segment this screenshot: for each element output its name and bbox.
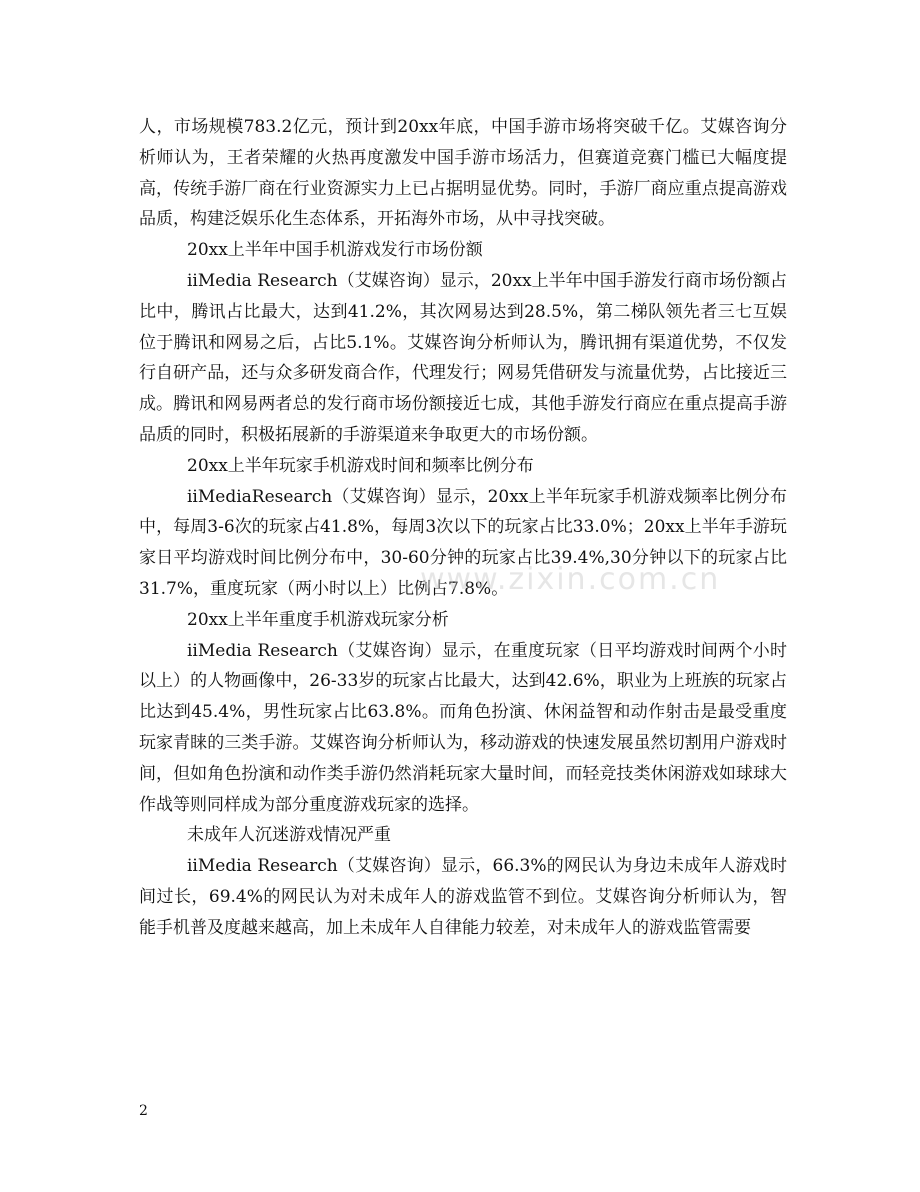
heading-play-time-frequency: 20xx上半年玩家手机游戏时间和频率比例分布 — [187, 455, 534, 476]
heading-publisher-share: 20xx上半年中国手机游戏发行市场份额 — [187, 240, 483, 261]
heading-minors-addiction: 未成年人沉迷游戏情况严重 — [187, 825, 391, 846]
heading-heavy-players: 20xx上半年重度手机游戏玩家分析 — [187, 609, 449, 630]
watermark: www.zixin.com.cn — [420, 562, 721, 597]
paragraph-heavy-players: iiMedia Research（艾媒咨询）显示，在重度玩家（日平均游戏时间两个小时以上）的人物画像中，26-33岁的玩家占比最大，达到42.6%，职业为上班族的玩家占比达到45.4%，男性玩家占比63.8%。而角色扮演、休闲益智和动作射击是最受重度玩家青睐的三类手游。艾媒咨询分析师认为，移动游戏的快速发展虽然切割用户游戏时间，但如角色扮演和动作类手游仍然消耗玩家大量时间，而轻竞技类休闲游戏如球球大作战等则同样成为部分重度游戏玩家的选择。 — [139, 640, 787, 815]
paragraph-play-time-frequency: iiMediaResearch（艾媒咨询）显示，20xx上半年玩家手机游戏频率比例分布中，每周3-6次的玩家占41.8%，每周3次以下的玩家占比33.0%；20xx上半年手游玩家日平均游戏时间比例分布中，30-60分钟的玩家占比39.4%,30分钟以下的玩家占比31.7%，重度玩家（两小时以上）比例占7.8%。 — [139, 486, 787, 599]
page-number: 2 — [139, 1103, 148, 1119]
document-body — [139, 112, 787, 944]
paragraph-publisher-share: iiMedia Research（艾媒咨询）显示，20xx上半年中国手游发行商市场份额占比中，腾讯占比最大，达到41.2%，其次网易达到28.5%，第二梯队领先者三七互娱位于腾讯和网易之后，占比5.1%。艾媒咨询分析师认为，腾讯拥有渠道优势，不仅发行自研产品，还与众多研发商合作，代理发行；网易凭借研发与流量优势，占比接近三成。腾讯和网易两者总的发行商市场份额接近七成，其他手游发行商应在重点提高手游品质的同时，积极拓展新的手游渠道来争取更大的市场份额。 — [139, 270, 787, 445]
paragraph-minors-addiction: iiMedia Research（艾媒咨询）显示，66.3%的网民认为身边未成年人游戏时间过长，69.4%的网民认为对未成年人的游戏监管不到位。艾媒咨询分析师认为，智能手机普及度越来越高，加上未成年人自律能力较差，对未成年人的游戏监管需要 — [139, 856, 787, 938]
paragraph-market-size: 人，市场规模783.2亿元，预计到20xx年底，中国手游市场将突破千亿。艾媒咨询分析师认为，王者荣耀的火热再度激发中国手游市场活力，但赛道竞赛门槛已大幅度提高，传统手游厂商在行业资源实力上已占据明显优势。同时，手游厂商应重点提高游戏品质，构建泛娱乐化生态体系，开拓海外市场，从中寻找突破。 — [139, 117, 787, 230]
